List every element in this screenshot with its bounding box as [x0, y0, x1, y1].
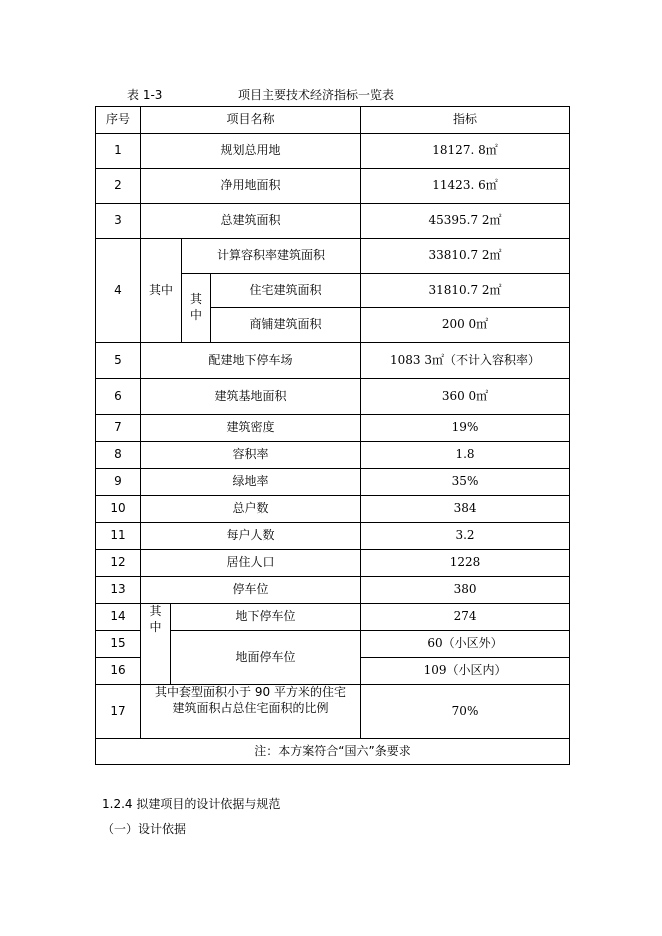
header-seq: 序号: [96, 107, 141, 134]
row-value: 45395.7 2㎡: [361, 204, 570, 239]
table-row: [96, 604, 570, 631]
row-name: 容积率: [141, 442, 361, 469]
row-seq: 16: [96, 658, 141, 685]
table-row: [96, 496, 570, 523]
section-heading: 1.2.4 拟建项目的设计依据与规范: [102, 797, 281, 811]
row-name: 总户数: [141, 496, 361, 523]
header-indicator: 指标: [361, 107, 570, 134]
row-name: 停车位: [141, 577, 361, 604]
row-seq: 2: [96, 169, 141, 204]
row-name: 计算容积率建筑面积: [182, 239, 361, 274]
row-value: 109（小区内）: [361, 658, 570, 685]
table-row: [96, 550, 570, 577]
row-name: 净用地面积: [141, 169, 361, 204]
table-row: [96, 134, 570, 169]
row-value: 19%: [361, 415, 570, 442]
table-row: [96, 343, 570, 379]
row-value: 60（小区外）: [361, 631, 570, 658]
row-name-line-2: 建筑面积占总住宅面积的比例: [172, 700, 329, 715]
row-seq: 14: [96, 604, 141, 631]
table-caption-label: 表 1-3: [127, 88, 163, 102]
row-name: 建筑基地面积: [141, 379, 361, 415]
row-name: 地面停车位: [171, 631, 361, 685]
row-name: 建筑密度: [141, 415, 361, 442]
row-value: 200 0㎡: [361, 308, 570, 343]
group-label: [141, 604, 171, 685]
row-value: 274: [361, 604, 570, 631]
header-name: 项目名称: [141, 107, 361, 134]
row-seq: 11: [96, 523, 141, 550]
table-row: [96, 685, 570, 739]
row-value: 384: [361, 496, 570, 523]
row-value: 3.2: [361, 523, 570, 550]
row-value: 31810.7 2㎡: [361, 274, 570, 308]
row-value: 1.8: [361, 442, 570, 469]
subgroup-label: [182, 274, 211, 343]
row-seq: 1: [96, 134, 141, 169]
row-value: 380: [361, 577, 570, 604]
row-value: 18127. 8㎡: [361, 134, 570, 169]
row-name: 住宅建筑面积: [211, 274, 361, 308]
row-name: 每户人数: [141, 523, 361, 550]
row-name: 地下停车位: [171, 604, 361, 631]
group-char-2: 中: [149, 619, 162, 634]
table-note-row: [96, 739, 570, 765]
row-name: [141, 685, 361, 739]
row-name: 居住人口: [141, 550, 361, 577]
row-seq: 17: [96, 685, 141, 739]
row-seq: 12: [96, 550, 141, 577]
group-char-1: 其: [149, 604, 162, 618]
row-seq: 13: [96, 577, 141, 604]
table-row: [96, 204, 570, 239]
row-value: 1083 3㎡（不计入容积率）: [361, 343, 570, 379]
table-caption-title: 项目主要技术经济指标一览表: [238, 88, 395, 102]
row-value: 1228: [361, 550, 570, 577]
table-row: [96, 577, 570, 604]
subgroup-char-1: 其: [189, 292, 202, 307]
table-row: [96, 239, 570, 274]
table-row: [96, 169, 570, 204]
row-name: 规划总用地: [141, 134, 361, 169]
table-note: 注：本方案符合“国六”条要求: [96, 739, 570, 765]
row-name: 配建地下停车场: [141, 343, 361, 379]
table-header-row: [96, 107, 570, 134]
row-seq: 9: [96, 469, 141, 496]
table-row: [96, 415, 570, 442]
table-row: [96, 523, 570, 550]
table-row: [96, 442, 570, 469]
table-row: [96, 469, 570, 496]
row-name-line-1: 其中套型面积小于 90 平方米的住宅: [155, 685, 346, 699]
row-name: 总建筑面积: [141, 204, 361, 239]
row-value: 360 0㎡: [361, 379, 570, 415]
table-row: [96, 379, 570, 415]
row-seq: 15: [96, 631, 141, 658]
row-name: 商铺建筑面积: [211, 308, 361, 343]
row-seq: 4: [96, 239, 141, 343]
row-value: 35%: [361, 469, 570, 496]
subgroup-char-2: 中: [189, 308, 202, 322]
row-seq: 3: [96, 204, 141, 239]
row-seq: 8: [96, 442, 141, 469]
section-subheading: （一）设计依据: [102, 822, 187, 836]
row-value: 70%: [361, 685, 570, 739]
row-name: 绿地率: [141, 469, 361, 496]
indicator-table: [95, 106, 570, 765]
row-value: 11423. 6㎡: [361, 169, 570, 204]
row-seq: 10: [96, 496, 141, 523]
group-label: 其中: [141, 239, 182, 343]
row-seq: 7: [96, 415, 141, 442]
row-seq: 5: [96, 343, 141, 379]
row-value: 33810.7 2㎡: [361, 239, 570, 274]
row-seq: 6: [96, 379, 141, 415]
